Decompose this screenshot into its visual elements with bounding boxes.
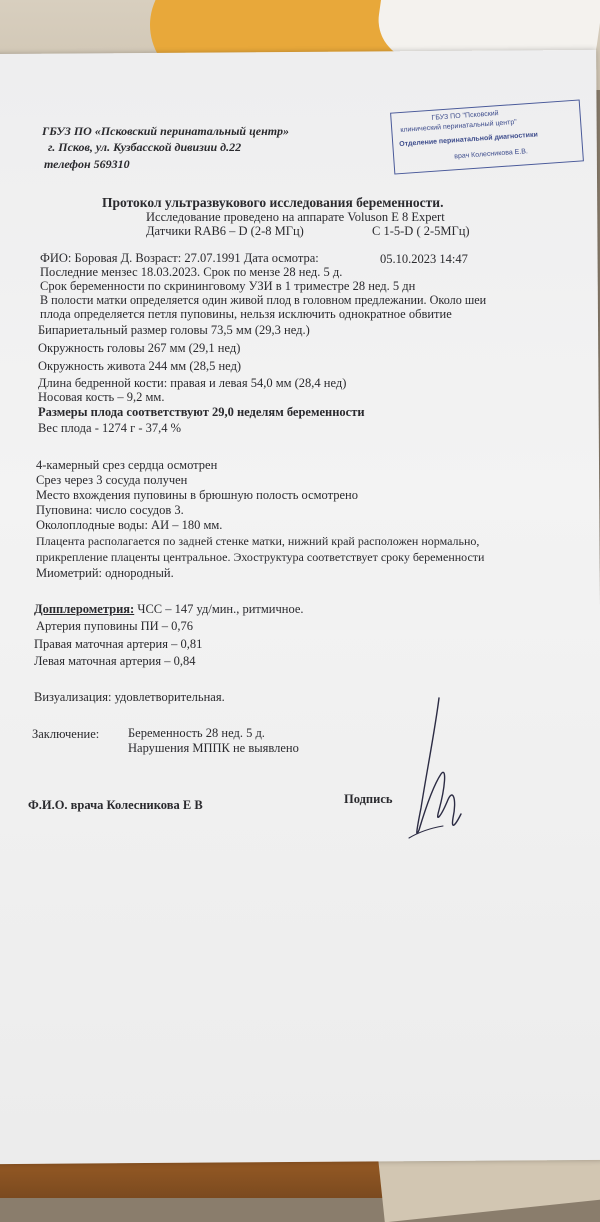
fetal-weight: Вес плода - 1274 г - 37,4 % bbox=[38, 421, 182, 435]
org-name: ГБУЗ ПО «Псковский перинатальный центр» bbox=[42, 124, 290, 138]
doppler-hr: ЧСС – 147 уд/мин., ритмичное. bbox=[134, 602, 304, 616]
placenta-line: прикрепление плаценты центральное. Эхоструктура соответствует сроку беременности bbox=[36, 550, 485, 564]
heart-line: Пуповина: число сосудов 3. bbox=[36, 503, 184, 517]
screening-term: Срок беременности по скрининговому УЗИ в 1 триместре 28 нед. 5 дн bbox=[40, 279, 416, 293]
signature-label: Подпись bbox=[344, 792, 393, 806]
placenta-line: Плацента располагается по задней стенке матки, нижний край расположен нормально, bbox=[36, 534, 480, 548]
device-line: Исследование проведено на аппарате Voluson E 8 Expert bbox=[146, 210, 445, 224]
finding-line: Носовая кость – 9,2 мм. bbox=[38, 390, 165, 404]
org-address: г. Псков, ул. Кузбасской дивизии д.22 bbox=[48, 140, 242, 154]
heart-line: 4-камерный срез сердца осмотрен bbox=[36, 458, 218, 472]
clinic-stamp bbox=[390, 99, 584, 174]
doppler-line: Левая маточная артерия – 0,84 bbox=[34, 654, 196, 668]
finding-line: Длина бедренной кости: правая и левая 54,0 мм (28,4 нед) bbox=[38, 376, 347, 390]
exam-date: 05.10.2023 14:47 bbox=[380, 252, 468, 266]
doppler-heading-line bbox=[34, 602, 304, 616]
sensors-left: Датчики RAB6 – D (2-8 МГц) bbox=[146, 224, 304, 238]
stamp-line-2: клинический перинатальный центр" bbox=[400, 118, 517, 135]
doppler-line: Правая маточная артерия – 0,81 bbox=[34, 637, 203, 651]
finding-line: Окружность живота 244 мм (28,5 нед) bbox=[38, 359, 242, 373]
sensors-right: С 1-5-D ( 2-5МГц) bbox=[372, 224, 470, 238]
heart-line: Срез через 3 сосуда получен bbox=[36, 473, 188, 487]
patient-info: ФИО: Боровая Д. Возраст: 27.07.1991 Дата осмотра: bbox=[40, 251, 319, 265]
doppler-line: Артерия пуповины ПИ – 0,76 bbox=[36, 619, 194, 633]
size-conclusion: Размеры плода соответствуют 29,0 неделям беременности bbox=[38, 405, 365, 419]
conclusion-line: Беременность 28 нед. 5 д. bbox=[128, 726, 265, 740]
visualization: Визуализация: удовлетворительная. bbox=[34, 690, 225, 704]
conclusion-line: Нарушения МППК не выявлено bbox=[128, 741, 299, 755]
myometrium-line: Миометрий: однородный. bbox=[36, 566, 174, 580]
finding-line: В полости матки определяется один живой плод в головном предлежании. Около шеи bbox=[40, 293, 487, 307]
heart-line: Место вхождения пуповины в брюшную полость осмотрено bbox=[36, 488, 358, 502]
finding-line: Бипариетальный размер головы 73,5 мм (29,3 нед.) bbox=[38, 323, 310, 337]
finding-line: плода определяется петля пуповины, нельзя исключить однократное обвитие bbox=[40, 307, 452, 321]
finding-line: Окружность головы 267 мм (29,1 нед) bbox=[38, 341, 241, 355]
heart-line: Околоплодные воды: АИ – 180 мм. bbox=[36, 518, 223, 532]
last-menses: Последние мензес 18.03.2023. Срок по мензе 28 нед. 5 д. bbox=[40, 265, 343, 279]
conclusion-label: Заключение: bbox=[32, 727, 100, 741]
doppler-heading: Допплерометрия: bbox=[34, 602, 135, 616]
stamp-line-4: врач Колесникова Е.В. bbox=[454, 148, 529, 161]
doctor-name: Ф.И.О. врача Колесникова Е В bbox=[28, 798, 203, 812]
handwritten-signature bbox=[395, 690, 485, 850]
stamp-line-3: Отделение перинатальной диагностики bbox=[399, 131, 539, 149]
org-phone: телефон 569310 bbox=[44, 157, 130, 171]
stamp-line-1: ГБУЗ ПО "Псковский bbox=[431, 110, 499, 122]
protocol-title: Протокол ультразвукового исследования беременности. bbox=[102, 195, 444, 210]
